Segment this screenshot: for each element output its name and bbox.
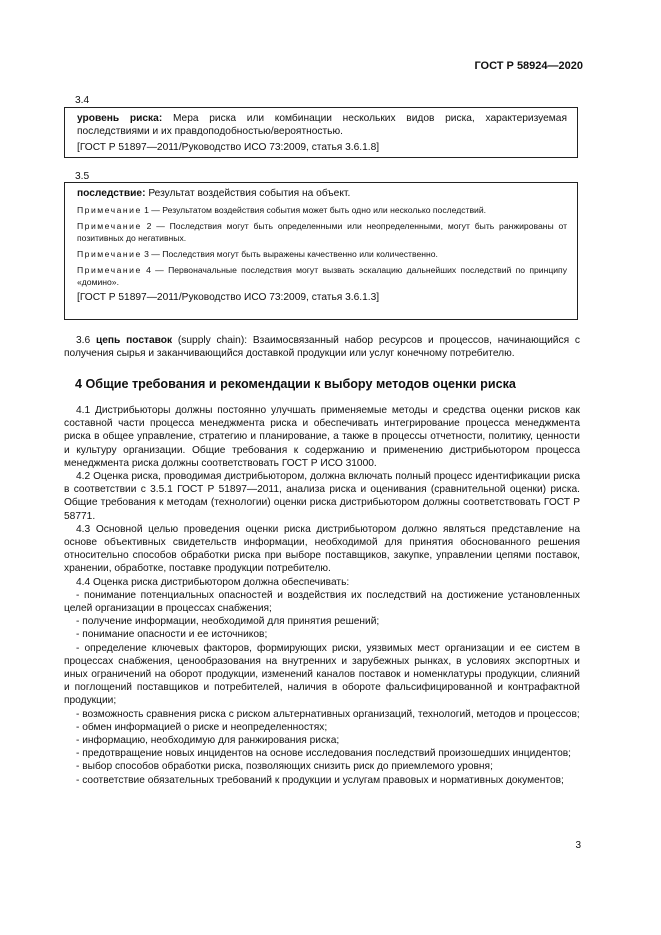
list-item: - выбор способов обработки риска, позволяющих снизить риск до приемлемого уровня; <box>76 761 493 773</box>
paragraph: 4.2 Оценка риска, проводимая дистрибьютором, должна включать полный процесс идентификации риска в соответствии с 3.5.1 ГОСТ Р 51897—2011, анализа риска и оценивания (сравнительной оценки) риска. Общие требования к методам (технологии) оценки риска дистрибьютором должны соответствовать ГОСТ Р 58771. <box>64 471 580 522</box>
term-reference: [ГОСТ Р 51897—2011/Руководство ИСО 73:2009, статья 3.6.1.3] <box>77 292 380 304</box>
term-note <box>77 220 567 244</box>
note-text: 1 — Результатом воздействия события может быть одно или несколько последствий. <box>144 205 487 216</box>
term-note <box>77 264 567 288</box>
section-heading: 4 Общие требования и рекомендации к выбору методов оценки риска <box>75 377 516 391</box>
term-note <box>77 248 567 260</box>
term-reference: [ГОСТ Р 51897—2011/Руководство ИСО 73:2009, статья 3.6.1.8] <box>77 142 380 154</box>
document-id: ГОСТ Р 58924—2020 <box>474 60 583 72</box>
list-item: - определение ключевых факторов, формирующих риски, уязвимых мест организации и ее систем в процессах снабжения, ценообразования на внутренних и зарубежных рынках, в условиях экспортных и иных ограничений на оборот продукции, изменений каналов поставок и номенклатуры продукции, слияний и поглощений поставщиков и потребителей, наличия в обороте фальсифицированной и контрафактной продукции; <box>64 642 580 707</box>
list-item: - понимание потенциальных опасностей и воздействия их последствий на достижение установленных целей организации в процессах снабжения; <box>64 589 580 615</box>
note-text: 3 — Последствия могут быть выражены качественно или количественно. <box>144 249 438 260</box>
term-definition: Взаимосвязанный набор ресурсов и процессов, начинающийся с получения сырья и заканчивающийся доставкой продукции или услуг конечному потребителю. <box>64 335 580 360</box>
list-item: - предотвращение новых инцидентов на основе исследования последствий произошедших инцидентов; <box>76 748 571 760</box>
list-item: - возможность сравнения риска с риском альтернативных организаций, технологий, методов и процессов; <box>76 708 580 720</box>
term-note <box>77 204 567 216</box>
term-box-3-5 <box>64 182 578 320</box>
paragraph: 4.4 Оценка риска дистрибьютором должна обеспечивать: <box>76 576 350 588</box>
term-definition: Мера риска или комбинации нескольких видов риска, характеризуемая последствиями и их правдоподобностью/вероятностью. <box>77 113 567 138</box>
note-text: 2 — Последствия могут быть определенными или неопределенными, могут быть ранжированы от позитивных до негативных. <box>77 221 568 244</box>
list-item: - получение информации, необходимой для принятия решений; <box>76 616 380 628</box>
term-box-3-4 <box>64 107 578 158</box>
note-label: Примечание <box>77 249 142 260</box>
section-body <box>64 404 580 787</box>
note-label: Примечание <box>77 221 142 232</box>
note-label: Примечание <box>77 265 142 276</box>
paragraph: 4.3 Основной целью проведения оценки риска дистрибьютором должно являться представление на основе объективных свидетельств информации, необходимой для принятия обоснованного решения относительно способов обработки риска при выборе поставщиков, закупке, управлении цепями поставок, хранении, обработке, поставке продукции потребителю. <box>64 523 580 575</box>
list-item: - соответствие обязательных требований к продукции и услугам правовых и нормативных документов; <box>76 774 564 786</box>
term-title: цепь поставок <box>95 335 173 346</box>
term-title: уровень риска: <box>77 113 163 124</box>
term-3-6 <box>64 334 580 360</box>
list-item: - понимание опасности и ее источников; <box>76 629 268 641</box>
term-definition: Результат воздействия события на объект. <box>148 188 351 199</box>
page-number: 3 <box>575 839 581 851</box>
list-item: - информацию, необходимую для ранжирования риска; <box>76 735 340 747</box>
list-item: - обмен информацией о риске и неопределенностях; <box>76 721 328 733</box>
paragraph: 4.1 Дистрибьюторы должны постоянно улучшать применяемые методы и средства оценки рисков как составной части процесса менеджмента риска и обеспечивать интегрирование процесса менеджмента риска в общее управление, стратегию и планирование, а также в процессы отчетности, политику, ценности и культуру организации. Общие требования к содержанию и применению дистрибьютором процесса менеджмента риска должны соответствовать ГОСТ Р ИСО 31000. <box>64 405 580 469</box>
term-number: 3.5 <box>75 171 90 182</box>
term-english: (supply chain): <box>177 335 248 346</box>
term-title: последствие: <box>77 188 146 199</box>
note-text: 4 — Первоначальные последствия могут вызвать эскалацию дальнейших последствий по принципу «домино». <box>77 265 568 288</box>
term-number: 3.6 <box>76 335 91 346</box>
term-number: 3.4 <box>75 95 90 106</box>
note-label: Примечание <box>77 205 142 216</box>
